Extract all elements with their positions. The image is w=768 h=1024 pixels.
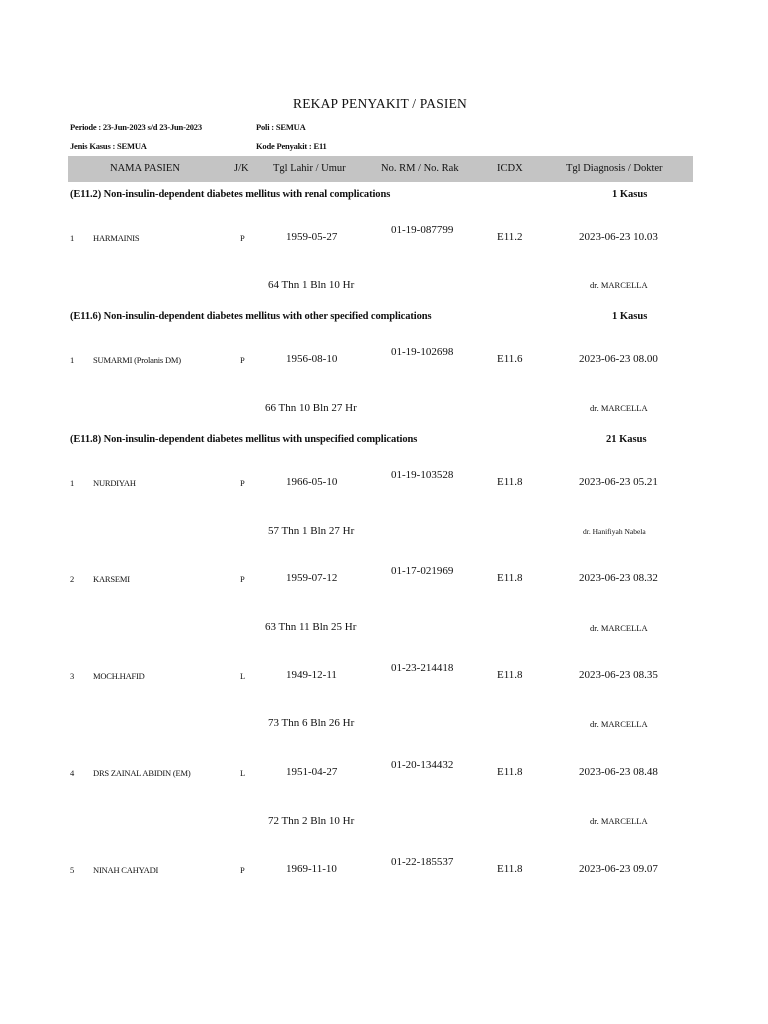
medical-record-number: 01-19-103528 <box>391 469 454 481</box>
patient-name: NURDIYAH <box>93 478 136 488</box>
group-count-e11-2: 1 Kasus <box>612 189 648 200</box>
col-tgl-diagnosis: Tgl Diagnosis / Dokter <box>566 163 663 174</box>
patient-age: 63 Thn 11 Bln 25 Hr <box>265 621 357 633</box>
doctor-name: dr. MARCELLA <box>590 719 648 729</box>
kode-penyakit-label: Kode Penyakit : E11 <box>256 141 327 151</box>
row-number: 1 <box>70 233 75 243</box>
icdx-code: E11.6 <box>497 353 523 365</box>
patient-name: HARMAINIS <box>93 233 140 243</box>
patient-sex: L <box>240 671 246 681</box>
row-number: 1 <box>70 355 75 365</box>
icdx-code: E11.8 <box>497 766 523 778</box>
medical-record-number: 01-17-021969 <box>391 565 454 577</box>
group-header-e11-8: (E11.8) Non-insulin-dependent diabetes mellitus with unspecified complications <box>70 434 418 445</box>
diagnosis-datetime: 2023-06-23 08.35 <box>579 669 658 681</box>
diagnosis-datetime: 2023-06-23 08.32 <box>579 572 658 584</box>
group-header-e11-6: (E11.6) Non-insulin-dependent diabetes mellitus with other specified complications <box>70 311 432 322</box>
patient-name: MOCH.HAFID <box>93 671 145 681</box>
diagnosis-datetime: 2023-06-23 05.21 <box>579 476 658 488</box>
patient-sex: P <box>240 233 245 243</box>
birth-date: 1959-07-12 <box>286 572 338 584</box>
birth-date: 1966-05-10 <box>286 476 338 488</box>
patient-sex: P <box>240 355 245 365</box>
medical-record-number: 01-19-102698 <box>391 346 454 358</box>
row-number: 1 <box>70 478 75 488</box>
birth-date: 1951-04-27 <box>286 766 338 778</box>
medical-record-number: 01-23-214418 <box>391 662 454 674</box>
patient-name: KARSEMI <box>93 574 130 584</box>
diagnosis-datetime: 2023-06-23 10.03 <box>579 231 658 243</box>
patient-sex: L <box>240 768 246 778</box>
diagnosis-datetime: 2023-06-23 08.48 <box>579 766 658 778</box>
row-number: 3 <box>70 671 75 681</box>
diagnosis-datetime: 2023-06-23 08.00 <box>579 353 658 365</box>
medical-record-number: 01-20-134432 <box>391 759 454 771</box>
row-number: 2 <box>70 574 75 584</box>
col-jk: J/K <box>234 163 249 174</box>
report-title: REKAP PENYAKIT / PASIEN <box>292 96 467 111</box>
group-header-e11-2: (E11.2) Non-insulin-dependent diabetes mellitus with renal complications <box>70 189 391 200</box>
table-header <box>68 156 693 182</box>
patient-sex: P <box>240 574 245 584</box>
icdx-code: E11.8 <box>497 669 523 681</box>
patient-age: 72 Thn 2 Bln 10 Hr <box>268 815 355 827</box>
doctor-name: dr. MARCELLA <box>590 816 648 826</box>
icdx-code: E11.8 <box>497 572 523 584</box>
periode-label: Periode : 23-Jun-2023 s/d 23-Jun-2023 <box>70 122 202 132</box>
jenis-kasus-label: Jenis Kasus : SEMUA <box>70 141 147 151</box>
patient-name: NINAH CAHYADI <box>93 865 159 875</box>
diagnosis-datetime: 2023-06-23 09.07 <box>579 863 658 875</box>
col-tgl-lahir: Tgl Lahir / Umur <box>273 163 346 174</box>
patient-age: 64 Thn 1 Bln 10 Hr <box>268 279 355 291</box>
icdx-code: E11.8 <box>497 863 523 875</box>
patient-sex: P <box>240 865 245 875</box>
doctor-name: dr. MARCELLA <box>590 623 648 633</box>
medical-record-number: 01-19-087799 <box>391 224 454 236</box>
row-number: 5 <box>70 865 75 875</box>
patient-name: DRS ZAINAL ABIDIN (EM) <box>93 768 191 778</box>
patient-age: 73 Thn 6 Bln 26 Hr <box>268 717 355 729</box>
medical-record-number: 01-22-185537 <box>391 856 454 868</box>
doctor-name: dr. Hanifiyah Nabela <box>583 527 646 536</box>
birth-date: 1949-12-11 <box>286 669 337 681</box>
patient-age: 66 Thn 10 Bln 27 Hr <box>265 402 357 414</box>
col-icdx: ICDX <box>497 163 523 174</box>
icdx-code: E11.8 <box>497 476 523 488</box>
birth-date: 1956-08-10 <box>286 353 338 365</box>
birth-date: 1969-11-10 <box>286 863 337 875</box>
doctor-name: dr. MARCELLA <box>590 280 648 290</box>
birth-date: 1959-05-27 <box>286 231 338 243</box>
col-nama-pasien: NAMA PASIEN <box>110 163 180 174</box>
group-count-e11-8: 21 Kasus <box>606 434 647 445</box>
row-number: 4 <box>70 768 75 778</box>
col-no-rm: No. RM / No. Rak <box>381 163 459 174</box>
poli-label: Poli : SEMUA <box>256 122 306 132</box>
icdx-code: E11.2 <box>497 231 523 243</box>
group-count-e11-6: 1 Kasus <box>612 311 648 322</box>
patient-name: SUMARMI (Prolanis DM) <box>93 355 181 365</box>
patient-sex: P <box>240 478 245 488</box>
doctor-name: dr. MARCELLA <box>590 403 648 413</box>
patient-age: 57 Thn 1 Bln 27 Hr <box>268 525 355 537</box>
